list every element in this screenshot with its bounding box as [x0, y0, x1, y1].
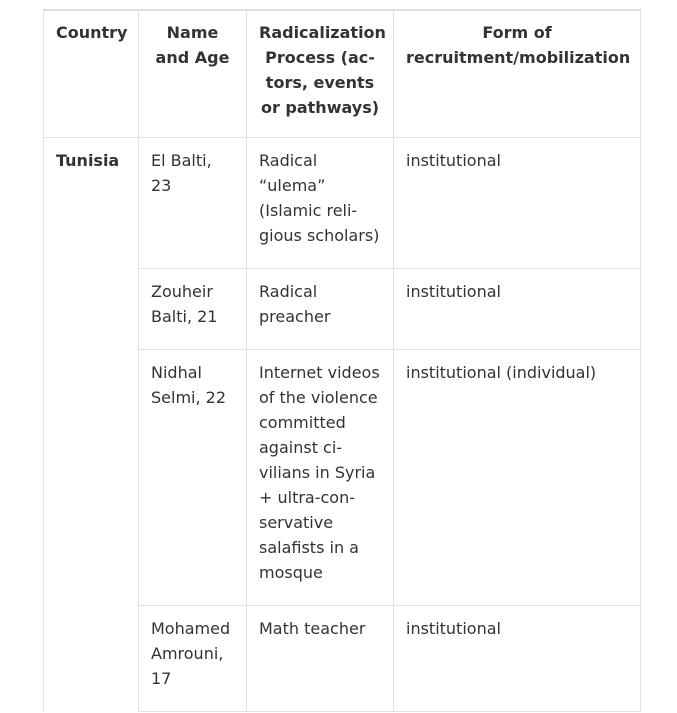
- cell-form: institutional: [394, 269, 641, 350]
- header-name-age: Name and Age: [139, 10, 247, 138]
- header-row: [44, 10, 641, 138]
- cell-process: Math teacher: [247, 606, 394, 712]
- header-form-of-recruitment: Form of recruitment/mobilization: [394, 10, 641, 138]
- cell-process: Radical “ulema” (Islamic reli-gious scholars): [247, 138, 394, 269]
- cell-name-age: Zouheir Balti, 21: [139, 269, 247, 350]
- cell-process: Radical preacher: [247, 269, 394, 350]
- cell-country: [44, 606, 139, 712]
- cell-name-age: El Balti, 23: [139, 138, 247, 269]
- cell-name-age: Nidhal Selmi, 22: [139, 350, 247, 606]
- cell-name-age: Mohamed Amrouni, 17: [139, 606, 247, 712]
- header-radicalization-process: Radicalization Process (ac-tors, events or pathways): [247, 10, 394, 138]
- table-row: [44, 350, 641, 606]
- table-row: [44, 606, 641, 712]
- cell-form: institutional: [394, 138, 641, 269]
- cell-form: institutional: [394, 606, 641, 712]
- radicalization-table: [43, 9, 641, 712]
- table-header: [44, 10, 641, 138]
- table-body: [44, 138, 641, 712]
- cell-form: institutional (individual): [394, 350, 641, 606]
- cell-country: [44, 269, 139, 350]
- header-country: Country: [44, 10, 139, 138]
- table-row: [44, 269, 641, 350]
- cell-process: Internet videos of the violence committed against ci-vilians in Syria + ultra-con-servative salafists in a mosque: [247, 350, 394, 606]
- table-row: [44, 138, 641, 269]
- cell-country: Tunisia: [44, 138, 139, 269]
- radicalization-table-container: [43, 9, 640, 712]
- cell-country: [44, 350, 139, 606]
